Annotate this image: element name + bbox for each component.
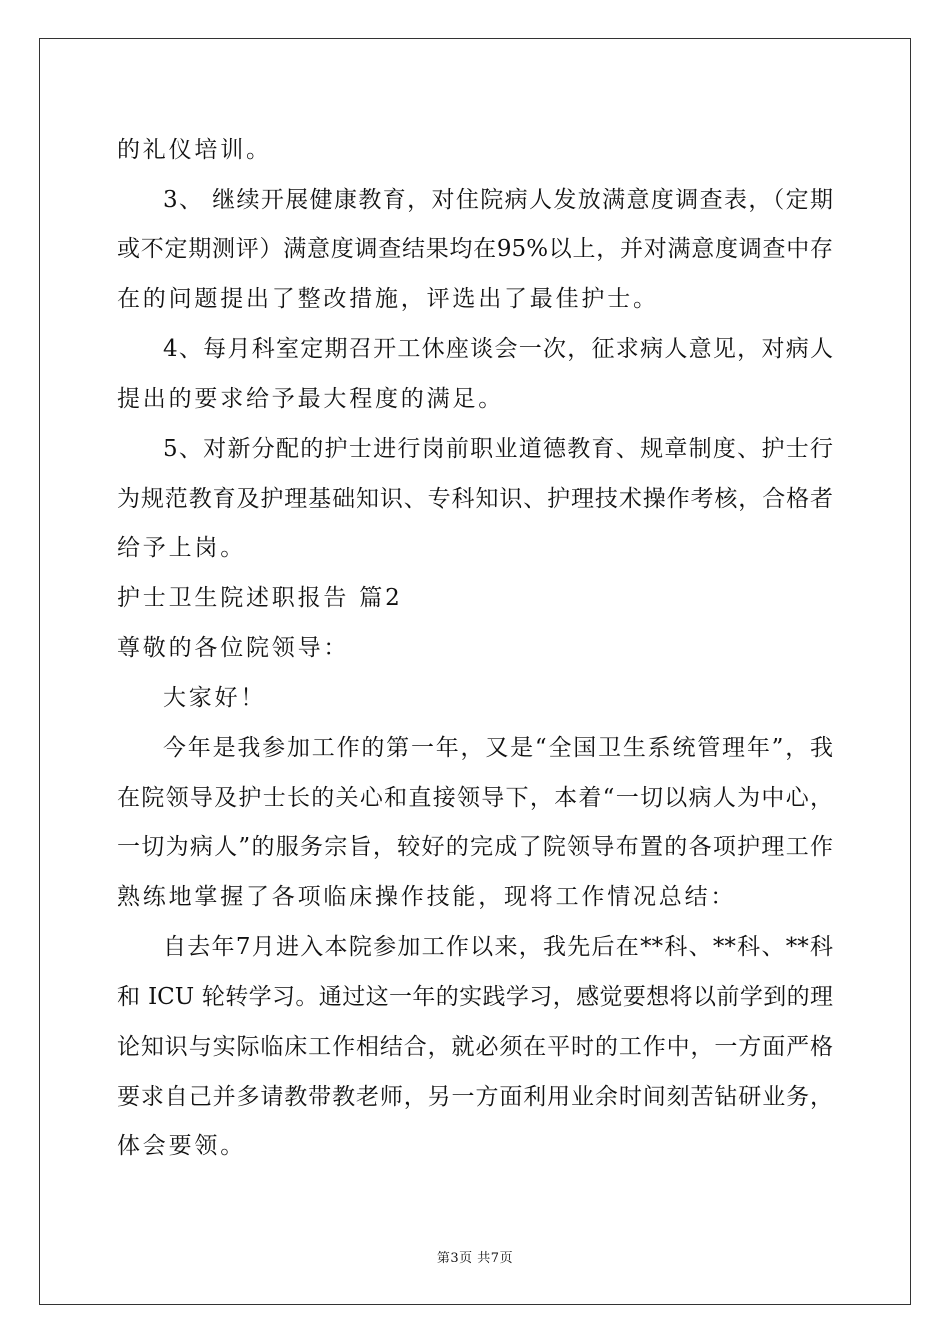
- text-line: 一切为病人”的服务宗旨，较好的完成了院领导布置的各项护理工作: [117, 834, 833, 860]
- text-line: 4、每月科室定期召开工休座谈会一次，征求病人意见，对病人: [163, 336, 833, 362]
- text-line: 3、 继续开展健康教育，对住院病人发放满意度调查表，（定期: [163, 187, 833, 213]
- page-border: [39, 38, 911, 1305]
- text-line: 在院领导及护士长的关心和直接领导下，本着“一切以病人为中心，: [117, 785, 833, 811]
- text-line: 在的问题提出了整改措施，评选出了最佳护士。: [117, 286, 659, 312]
- text-line: 的礼仪培训。: [117, 137, 272, 163]
- section-heading: 护士卫生院述职报告 篇2: [117, 585, 403, 611]
- text-line: 提出的要求给予最大程度的满足。: [117, 386, 504, 412]
- page-number-footer: 第3页 共7页: [436, 1251, 514, 1266]
- text-line: 为规范教育及护理基础知识、专科知识、护理技术操作考核，合格者: [117, 486, 833, 512]
- text-line: 熟练地掌握了各项临床操作技能，现将工作情况总结：: [117, 884, 737, 910]
- greeting: 大家好！: [163, 685, 267, 711]
- text-line: 和 ICU 轮转学习。通过这一年的实践学习，感觉要想将以前学到的理: [117, 984, 833, 1010]
- salutation: 尊敬的各位院领导：: [117, 635, 350, 661]
- text-line: 5、对新分配的护士进行岗前职业道德教育、规章制度、护士行: [163, 436, 833, 462]
- text-line: 体会要领。: [117, 1133, 246, 1159]
- text-line: 给予上岗。: [117, 535, 246, 561]
- text-line: 或不定期测评）满意度调查结果均在95%以上，并对满意度调查中存: [117, 236, 833, 262]
- text-line: 论知识与实际临床工作相结合，就必须在平时的工作中，一方面严格: [117, 1034, 833, 1060]
- text-line: 要求自己并多请教带教老师，另一方面利用业余时间刻苦钻研业务，: [117, 1084, 833, 1110]
- text-line: 今年是我参加工作的第一年，又是“全国卫生系统管理年”，我: [163, 735, 833, 761]
- text-line: 自去年7月进入本院参加工作以来，我先后在**科、**科、**科: [163, 934, 833, 960]
